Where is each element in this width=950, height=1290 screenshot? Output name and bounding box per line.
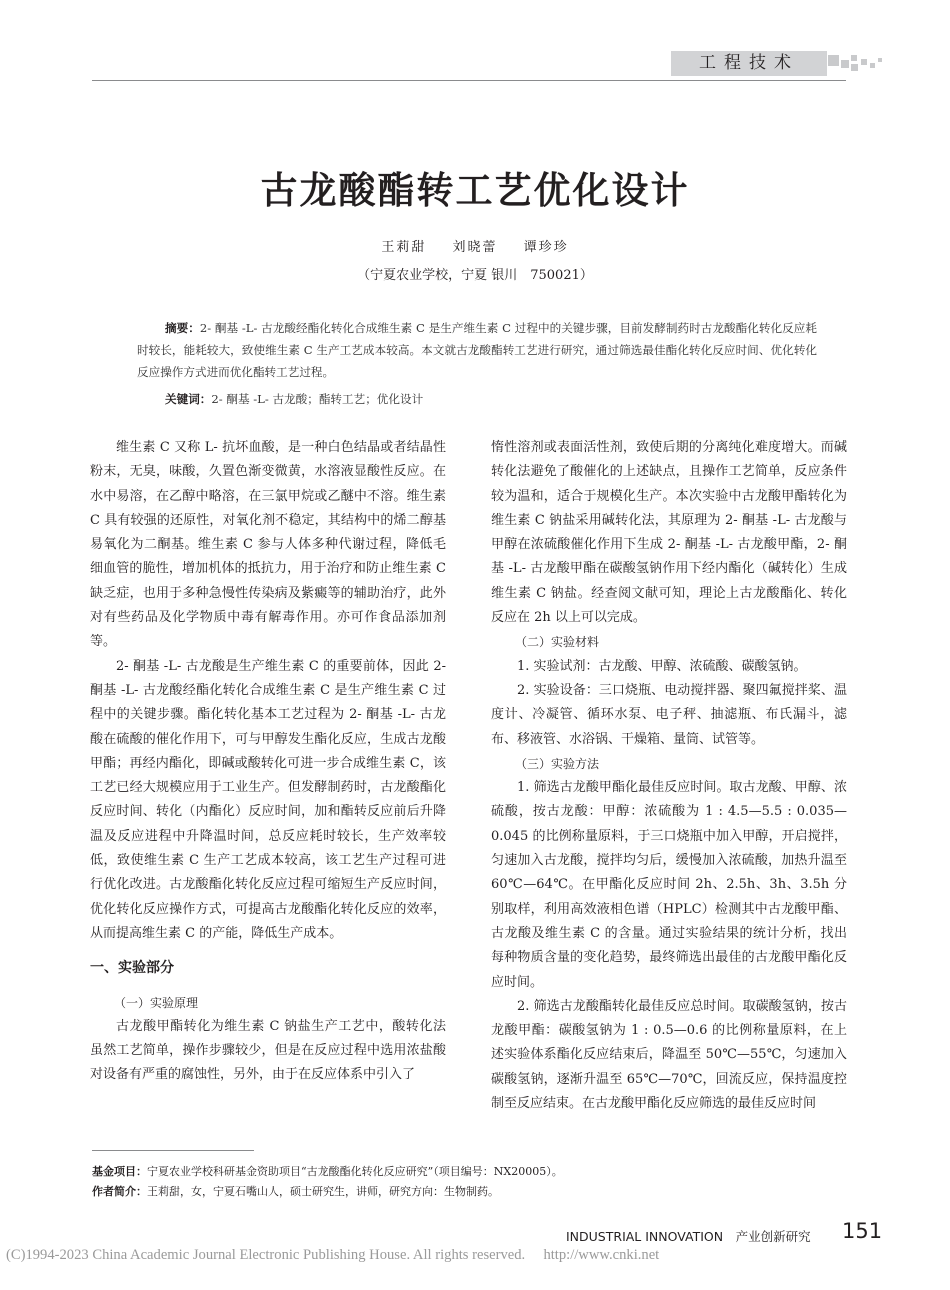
subsection-heading: （二）实验材料: [515, 635, 600, 650]
journal-name: INDUSTRIAL INNOVATION 产业创新研究: [566, 1229, 811, 1244]
fund-footnote: [92, 1162, 852, 1182]
paragraph: 1. 筛选古龙酸甲酯化最佳反应时间。取古龙酸、甲醇、浓硫酸，按古龙酸：甲醇：浓硫酸为 1 : 4.5—5.5 : 0.035—0.045 的比例称量原料，于三口烧瓶中加入甲醇，开启搅拌，匀速加入古龙酸，搅拌均匀后，缓慢加入浓硫酸，加热升温至 60℃—64℃。在甲酯化反应时间 2h、2.5h、3h、3.5h 分别取样，利用高效液相色谱（HPLC）检测其中古龙酸甲酯、古龙酸及维生素 C 的含量。通过实验结果的统计分析，找出每种物质含量的变化趋势，最终筛选出最佳的古龙酸甲酯化反应时间。: [491, 780, 847, 990]
subsection-heading: （三）实验方法: [515, 756, 600, 771]
author-1: 王莉甜: [381, 240, 427, 255]
left-column: [90, 436, 446, 1088]
header-decoration: [828, 55, 888, 75]
paragraph: 维生素 C 又称 L- 抗坏血酸，是一种白色结晶或者结晶性粉末，无臭，味酸，久置色渐变微黄，水溶液显酸性反应。在水中易溶，在乙醇中略溶，在三氯甲烷或乙醚中不溶。维生素 C 具有较强的还原性，对氧化剂不稳定，其结构中的烯二醇基易氧化为二酮基。维生素 C 参与人体多种代谢过程，降低毛细血管的脆性，增加机体的抵抗力，用于治疗和防止维生素 C 缺乏症，也用于多种急慢性传染病及紫癜等的辅助治疗，此外对有些药品及化学物质中毒有解毒作用。亦可作食品添加剂等。: [90, 440, 446, 650]
paragraph: 2. 筛选古龙酸酯转化最佳反应总时间。取碳酸氢钠，按古龙酸甲酯：碳酸氢钠为 1 : 0.5—0.6 的比例称量原料，在上述实验体系酯化反应结束后，降温至 50℃—55℃，匀速加入碳酸氢钠，逐渐升温至 65℃—70℃，回流反应，保持温度控制至反应结束。在古龙酸甲酯化反应筛选的最佳反应时间: [491, 998, 847, 1112]
keywords: [165, 388, 815, 410]
paragraph: 2. 实验设备：三口烧瓶、电动搅拌器、聚四氟搅拌桨、温度计、冷凝管、循环水泵、电子秤、抽滤瓶、布氏漏斗，滤布、移液管、水浴锅、干燥箱、量筒、试管等。: [491, 682, 847, 747]
author-bio-text: 王莉甜，女，宁夏石嘴山人，硕士研究生，讲师，研究方向：生物制药。: [147, 1185, 499, 1198]
author-bio-label: 作者简介：: [92, 1185, 147, 1198]
paragraph: 惰性溶剂或表面活性剂，致使后期的分离纯化难度增大。而碱转化法避免了酸催化的上述缺点，且操作工艺简单，反应条件较为温和，适合于规模化生产。本次实验中古龙酸甲酯转化为维生素 C 钠盐采用碱转化法，其原理为 2- 酮基 -L- 古龙酸与甲醇在浓硫酸催化作用下生成 2- 酮基 -L- 古龙酸甲酯，2- 酮基 -L- 古龙酸甲酯在碳酸氢钠作用下经内酯化（碱转化）生成维生素 C 钠盐。经查阅文献可知，理论上古龙酸酯化、转化反应在 2h 以上可以完成。: [491, 440, 847, 626]
paragraph: 2- 酮基 -L- 古龙酸是生产维生素 C 的重要前体，因此 2- 酮基 -L- 古龙酸经酯化转化合成维生素 C 是生产维生素 C 过程中的关键步骤。酯化转化基本工艺过程为 2- 酮基 -L- 古龙酸在硫酸的催化作用下，可与甲醇发生酯化反应，生成古龙酸甲酯；再经内酯化，即碱或酸转化可进一步合成维生素 C，该工艺已经大规模应用于工业生产。但发酵制药时，古龙酸酯化反应时间、转化（内酯化）反应时间，加和酯转反应前后升降温及反应进程中升降温时间，总反应耗时较长，生产效率较低，致使维生素 C 生产工艺成本较高，该工艺生产过程可进行优化改进。古龙酸酯化转化反应过程可缩短生产反应时间，优化转化反应操作方式，可提高古龙酸酯化转化反应的效率，从而提高维生素 C 的产能，降低生产成本。: [90, 658, 446, 941]
keywords-text: 2- 酮基 -L- 古龙酸；酯转工艺；优化设计: [211, 392, 424, 406]
author-3: 谭珍珍: [523, 240, 569, 255]
abstract-label: 摘要：: [165, 321, 200, 335]
fund-label: 基金项目：: [92, 1165, 147, 1178]
right-column: [491, 436, 847, 1116]
section-header: 工程技术: [671, 51, 827, 76]
section-heading: 一、实验部分: [90, 960, 174, 977]
header-rule: [92, 80, 846, 81]
page-number: 151: [842, 1219, 883, 1243]
abstract: [137, 317, 817, 383]
article-title: 古龙酸酯转工艺优化设计: [260, 169, 690, 212]
affiliation: （宁夏农业学校，宁夏 银川 750021）: [357, 268, 593, 283]
footnote-rule: [92, 1150, 254, 1151]
paragraph: 古龙酸甲酯转化为维生素 C 钠盐生产工艺中，酸转化法虽然工艺简单，操作步骤较少，但是在反应过程中选用浓盐酸对设备有严重的腐蚀性，另外，由于在反应体系中引入了: [90, 1018, 446, 1083]
fund-text: 宁夏农业学校科研基金资助项目“古龙酸酯化转化反应研究”（项目编号：NX20005）。: [147, 1165, 563, 1178]
copyright-notice: (C)1994-2023 China Academic Journal Electronic Publishing House. All rights reserved. http://www.cnki.net: [6, 1247, 660, 1263]
abstract-text: 2- 酮基 -L- 古龙酸经酯化转化合成维生素 C 是生产维生素 C 过程中的关键步骤，目前发酵制药时古龙酸酯化转化反应耗时较长，能耗较大，致使维生素 C 生产工艺成本较高。本文就古龙酸酯转工艺进行研究，通过筛选最佳酯化转化反应时间、优化转化反应操作方式进而优化酯转工艺过程。: [137, 321, 817, 379]
paragraph: 1. 实验试剂：古龙酸、甲醇、浓硫酸、碳酸氢钠。: [517, 658, 807, 674]
author-footnote: [92, 1182, 852, 1202]
subsection-heading: （一）实验原理: [114, 995, 199, 1010]
authors: [0, 236, 950, 255]
keywords-label: 关键词：: [165, 392, 212, 406]
author-2: 刘晓蕾: [452, 240, 498, 255]
footnotes: [92, 1162, 852, 1202]
